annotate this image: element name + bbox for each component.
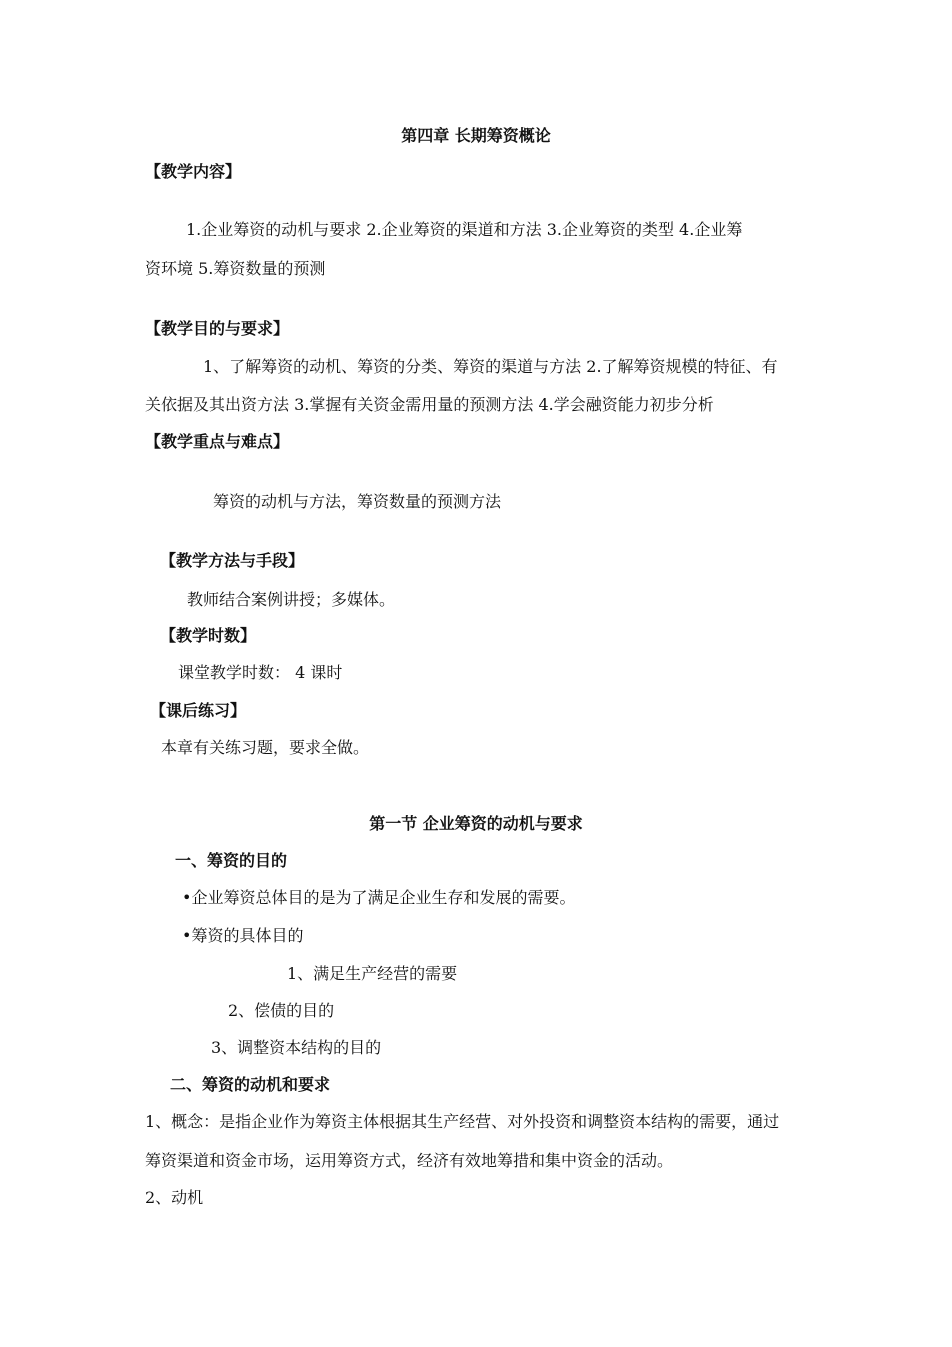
concept-line-2: 筹资渠道和资金市场，运用筹资方式，经济有效地筹措和集中资金的活动。 (145, 1151, 674, 1170)
purpose-heading: 一、筹资的目的 (175, 851, 288, 870)
methods-heading: 【教学方法与手段】 (160, 551, 305, 570)
key-points-heading: 【教学重点与难点】 (145, 432, 290, 451)
goals-line-1: 1、了解筹资的动机、筹资的分类、筹资的渠道与方法 2.了解筹资规模的特征、有 (203, 357, 778, 376)
hours-text: 课堂教学时数： 4 课时 (178, 663, 343, 682)
methods-text: 教师结合案例讲授；多媒体。 (187, 590, 396, 609)
content-heading: 【教学内容】 (145, 162, 242, 181)
concept-line-1: 1、概念：是指企业作为筹资主体根据其生产经营、对外投资和调整资本结构的需要，通过 (145, 1112, 780, 1131)
key-points-text: 筹资的动机与方法，筹资数量的预测方法 (213, 492, 502, 511)
chapter-title: 第四章 长期筹资概论 (401, 126, 551, 145)
purpose-bullet-2: •筹资的具体目的 (182, 926, 304, 945)
exercises-text: 本章有关练习题，要求全做。 (161, 738, 370, 757)
exercises-heading: 【课后练习】 (150, 701, 247, 720)
goals-heading: 【教学目的与要求】 (145, 319, 290, 338)
purpose-item-1: 1、满足生产经营的需要 (287, 964, 458, 983)
section-title: 第一节 企业筹资的动机与要求 (369, 814, 583, 833)
purpose-item-3: 3、调整资本结构的目的 (211, 1038, 382, 1057)
purpose-item-2: 2、偿债的目的 (228, 1001, 335, 1020)
content-line-1: 1.企业筹资的动机与要求 2.企业筹资的渠道和方法 3.企业筹资的类型 4.企业筹 (186, 220, 743, 239)
purpose-bullet-1: •企业筹资总体目的是为了满足企业生存和发展的需要。 (182, 888, 576, 907)
hours-heading: 【教学时数】 (160, 626, 257, 645)
content-line-2: 资环境 5.筹资数量的预测 (145, 259, 326, 278)
motive-label: 2、动机 (145, 1188, 204, 1207)
motive-heading: 二、筹资的动机和要求 (170, 1075, 331, 1094)
goals-line-2: 关依据及其出资方法 3.掌握有关资金需用量的预测方法 4.学会融资能力初步分析 (145, 395, 714, 414)
